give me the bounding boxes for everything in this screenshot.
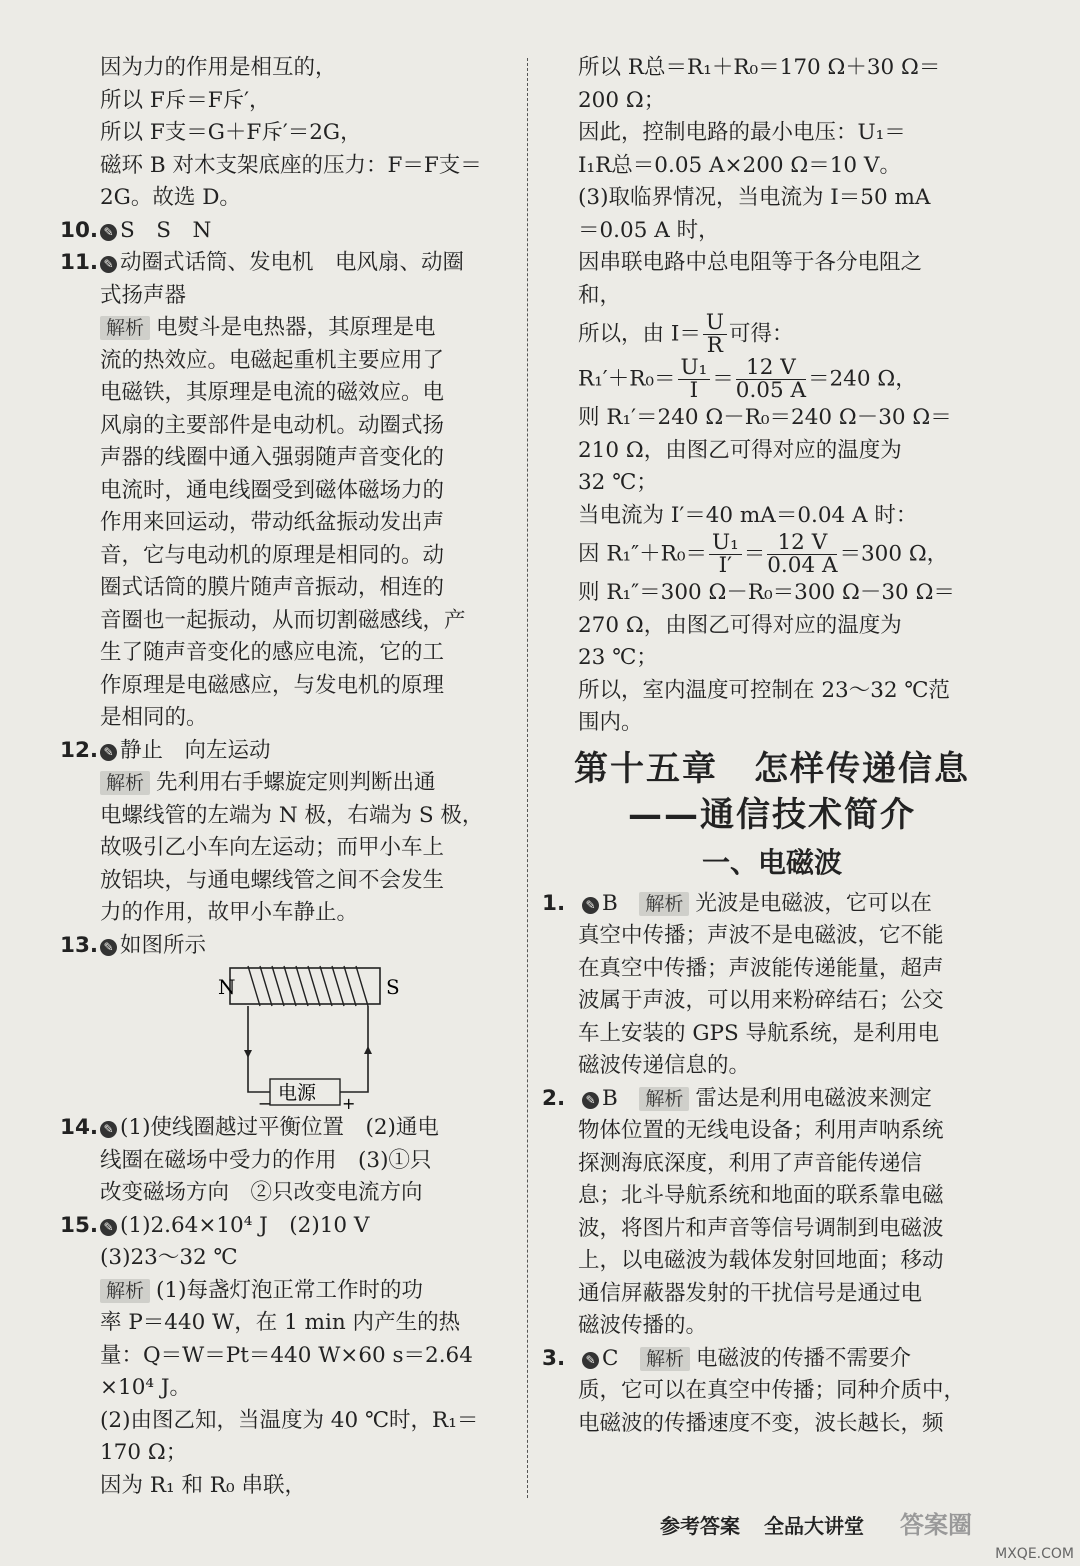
- text-segment: 因 R₁″＋R₀＝: [578, 541, 707, 567]
- question-number: 11.: [60, 250, 99, 275]
- text-line: 200 Ω；: [578, 87, 666, 113]
- analysis-text: 音，它与电动机的原理是相同的。动: [100, 542, 445, 568]
- analysis-tag: 解析: [639, 892, 689, 916]
- key-icon: ✎: [100, 1219, 117, 1236]
- text-line: 则 R₁″＝300 Ω－R₀＝300 Ω－30 Ω＝: [578, 580, 955, 605]
- analysis-text: 风扇的主要部件是电动机。动圈式扬: [100, 412, 445, 438]
- power-source-label: 电源: [278, 1082, 317, 1104]
- text-line: 23 ℃；: [578, 645, 658, 670]
- answer: 改变磁场方向 ②只改变电流方向: [100, 1180, 423, 1205]
- question-14: [60, 1112, 515, 1210]
- analysis-text: 磁波传递信息的。: [578, 1053, 751, 1078]
- wire-left: [248, 1006, 270, 1092]
- answer: S S N: [120, 217, 212, 243]
- equation-2: 因 R₁″＋R₀＝ $\frac{\text{U₁}}{I'}$ ＝ $\frac{12 V}{0.04 A}$ ＝300 Ω，: [578, 530, 949, 578]
- text-line: 所以，室内温度可控制在 23～32 ℃范: [578, 677, 950, 703]
- answer: (3)23～32 ℃: [100, 1245, 238, 1270]
- text-line: 270 Ω，由图乙可得对应的温度为: [578, 612, 902, 638]
- denominator: 0.05 A: [735, 378, 806, 403]
- analysis-text: 雷达是利用电磁波来测定: [695, 1085, 932, 1111]
- analysis-text: 在真空中传播；声波能传递能量，超声: [578, 955, 944, 981]
- analysis-text: 电流时，通电线圈受到磁体磁场力的: [100, 477, 445, 503]
- analysis-text: 通信屏蔽器发射的干扰信号是通过电: [578, 1280, 923, 1306]
- numerator: U₁: [678, 357, 711, 380]
- analysis-text: 波属于声波，可以用来粉碎结石；公交: [578, 988, 944, 1013]
- key-icon: ✎: [100, 1121, 117, 1138]
- text-line: 和，: [578, 282, 622, 308]
- text-line: 所以 F斥＝F斥′，: [100, 87, 271, 113]
- left-column: [60, 52, 515, 1502]
- numerator: 12 V: [767, 532, 837, 555]
- answer: B: [602, 890, 618, 916]
- question-15: [60, 1210, 515, 1503]
- key-icon: ✎: [582, 897, 599, 914]
- analysis-text: 是相同的。: [100, 705, 208, 730]
- text-line: 磁环 B 对木支架底座的压力：F＝F支＝: [100, 152, 482, 178]
- text-line: 因串联电路中总电阻等于各分电阻之: [578, 250, 923, 275]
- answer: 静止 向左运动: [120, 737, 271, 763]
- numerator: U: [703, 312, 727, 335]
- analysis-tag: 解析: [640, 1347, 690, 1371]
- text-segment: ＝240 Ω，: [808, 366, 917, 392]
- key-icon: ✎: [582, 1352, 599, 1369]
- analysis-text: 力的作用，故甲小车静止。: [100, 900, 359, 925]
- fraction: [736, 357, 806, 402]
- analysis-tag: 解析: [100, 771, 150, 795]
- question-number: 12.: [60, 737, 99, 763]
- south-pole-label: S: [386, 975, 400, 999]
- text-line: I₁R总＝0.05 A×200 Ω＝10 V。: [578, 152, 901, 178]
- numerator: 12 V: [736, 357, 806, 380]
- text-line: 所以 R总＝R₁＋R₀＝170 Ω＋30 Ω＝: [578, 55, 941, 80]
- analysis-text: 故吸引乙小车向左运动；而甲小车上: [100, 835, 445, 860]
- answer: (1)2.64×10⁴ J (2)10 V: [120, 1212, 370, 1238]
- numerator: U₁: [709, 532, 742, 555]
- question-11: [60, 247, 515, 735]
- column-divider: [527, 58, 528, 1498]
- denominator: I: [689, 378, 699, 403]
- analysis-text: 声器的线圈中通入强弱随声音变化的: [100, 445, 445, 470]
- footer-label: 参考答案: [660, 1514, 740, 1538]
- fraction: [678, 357, 711, 402]
- analysis-text: 息；北斗导航系统和地面的联系靠电磁: [578, 1183, 944, 1208]
- text-segment: 可得：: [728, 321, 794, 347]
- analysis-tag: 解析: [639, 1087, 689, 1111]
- analysis-text: (1)每盏灯泡正常工作时的功: [156, 1277, 423, 1303]
- key-icon: ✎: [100, 744, 117, 761]
- analysis-text: 上，以电磁波为载体发射回地面；移动: [578, 1248, 944, 1273]
- key-icon: ✎: [100, 224, 117, 241]
- analysis-text: 作原理是电磁感应，与发电机的原理: [100, 672, 445, 698]
- analysis-text: 磁波传播的。: [578, 1313, 708, 1338]
- text-segment: 所以，由 I＝: [578, 321, 701, 347]
- answer: 线圈在磁场中受力的作用 (3)①只: [100, 1147, 432, 1173]
- analysis-text: 物体位置的无线电设备；利用声呐系统: [578, 1118, 944, 1143]
- analysis-text: 电螺线管的左端为 N 极，右端为 S 极，: [100, 802, 484, 828]
- analysis-text: 探测海底深度，利用了声音能传递信: [578, 1150, 923, 1176]
- text-line: 210 Ω，由图乙可得对应的温度为: [578, 437, 902, 463]
- denominator: 0.04 A: [767, 553, 838, 578]
- analysis-text: 因为 R₁ 和 R₀ 串联，: [100, 1472, 306, 1498]
- north-pole-label: N: [218, 975, 236, 999]
- section-title: 一、电磁波: [701, 845, 842, 879]
- question-12: [60, 735, 515, 930]
- answer: (1)使线圈越过平衡位置 (2)通电: [120, 1115, 439, 1140]
- minus-sign: −: [258, 1094, 272, 1112]
- analysis-text: 真空中传播；声波不是电磁波，它不能: [578, 923, 944, 948]
- question-number: 15.: [60, 1212, 99, 1238]
- text-line: 当电流为 I′＝40 mA＝0.04 A 时：: [578, 502, 918, 528]
- analysis-text: 率 P＝440 W，在 1 min 内产生的热: [100, 1310, 461, 1335]
- solenoid-circuit-diagram: [200, 962, 540, 1112]
- q15-continuation: [542, 52, 1002, 740]
- text-line: 2G。故选 D。: [100, 185, 241, 210]
- question-number: 14.: [60, 1115, 99, 1140]
- question-10: [60, 215, 515, 248]
- text-line: ＝0.05 A 时，: [578, 217, 720, 243]
- fraction: [767, 532, 837, 577]
- fraction: [703, 312, 727, 357]
- analysis-text: 音圈也一起振动，从而切割磁感线，产: [100, 607, 466, 633]
- chapter-title-line: 第十五章 怎样传递信息: [574, 748, 970, 789]
- text-line: 因此，控制电路的最小电压：U₁＝: [578, 120, 906, 145]
- analysis-text: 电熨斗是电热器，其原理是电: [156, 315, 436, 340]
- question-3: [542, 1343, 1002, 1441]
- analysis-text: 车上安装的 GPS 导航系统，是利用电: [578, 1020, 940, 1046]
- plus-sign: +: [342, 1094, 356, 1112]
- ohm-law-line: [578, 312, 1002, 357]
- question-number: 2.: [542, 1085, 566, 1111]
- analysis-text: 作用来回运动，带动纸盆振动发出声: [100, 510, 445, 535]
- answer: 如图所示: [120, 932, 207, 958]
- analysis-text: 圈式话筒的膜片随声音振动，相连的: [100, 575, 445, 600]
- question-number: 13.: [60, 932, 99, 958]
- question-1: [542, 888, 1002, 1083]
- footer-brand: 全品大讲堂: [764, 1514, 864, 1538]
- wire-right: [340, 1006, 368, 1092]
- analysis-text: 电磁铁，其原理是电流的磁效应。电: [100, 380, 445, 405]
- question-13: [60, 930, 515, 1113]
- analysis-tag: 解析: [100, 1279, 150, 1303]
- text-line: (3)取临界情况，当电流为 I＝50 mA: [578, 185, 931, 210]
- site-stamp: 答案圈: [900, 1511, 972, 1539]
- question-number: 3.: [542, 1345, 566, 1371]
- key-icon: ✎: [100, 256, 117, 273]
- analysis-text: 电磁波的传播速度不变，波长越长，频: [578, 1410, 944, 1436]
- chapter-title: [542, 746, 1002, 838]
- question-number: 10.: [60, 217, 99, 243]
- denominator: R: [706, 333, 723, 358]
- question-2: [542, 1083, 1002, 1343]
- chapter-subtitle-line: ——通信技术简介: [628, 794, 916, 835]
- text-segment: R₁′＋R₀＝: [578, 366, 676, 392]
- analysis-text: 电磁波的传播不需要介: [695, 1345, 911, 1371]
- analysis-tag: 解析: [100, 316, 150, 340]
- analysis-text: 流的热效应。电磁起重机主要应用了: [100, 347, 445, 373]
- text-line: 则 R₁′＝240 Ω－R₀＝240 Ω－30 Ω＝: [578, 405, 952, 430]
- answer: 式扬声器: [100, 282, 187, 308]
- text-line: 因为力的作用是相互的，: [100, 55, 337, 80]
- analysis-text: 量：Q＝W＝Pt＝440 W×60 s＝2.64: [100, 1342, 473, 1368]
- text-line: 32 ℃；: [578, 470, 658, 495]
- analysis-text: 质，它可以在真空中传播；同种介质中，: [578, 1378, 966, 1403]
- analysis-text: (2)由图乙知，当温度为 40 ℃时，R₁＝: [100, 1407, 479, 1433]
- text-line: 所以 F支＝G＋F斥′＝2G，: [100, 120, 362, 145]
- equation-1: R₁′＋R₀＝ $\frac{\text{U₁}}{I}$ ＝ $\frac{12 V}{0.05 A}$ ＝240 Ω，: [578, 355, 917, 403]
- q9-continuation: [60, 52, 515, 215]
- question-number: 1.: [542, 890, 566, 916]
- text-line: 围内。: [578, 710, 643, 735]
- analysis-text: 光波是电磁波，它可以在: [695, 890, 932, 916]
- key-icon: ✎: [582, 1092, 599, 1109]
- analysis-text: 生了随声音变化的感应电流，它的工: [100, 640, 445, 665]
- fraction: [709, 532, 742, 577]
- analysis-text: 放铝块，与通电螺线管之间不会发生: [100, 867, 445, 893]
- current-arrow-up: [364, 1046, 372, 1054]
- text-segment: ＝300 Ω，: [839, 541, 949, 567]
- analysis-text: 波，将图片和声音等信号调制到电磁波: [578, 1215, 944, 1241]
- page-footer: [660, 1510, 888, 1539]
- watermark: MXQE.COM: [995, 1546, 1074, 1562]
- denominator: I′: [718, 553, 733, 578]
- current-arrow-down: [244, 1050, 252, 1058]
- right-column: [542, 52, 1002, 1440]
- circuit-svg: [200, 962, 540, 1112]
- answer: C: [602, 1345, 619, 1371]
- analysis-text: 170 Ω；: [100, 1440, 188, 1465]
- answer: 动圈式话筒、发电机 电风扇、动圈: [120, 250, 465, 275]
- answer: B: [602, 1085, 618, 1111]
- analysis-text: 先利用右手螺旋定则判断出通: [156, 770, 436, 795]
- key-icon: ✎: [100, 939, 117, 956]
- solenoid-coil: [248, 966, 368, 1006]
- analysis-text: ×10⁴ J。: [100, 1375, 191, 1400]
